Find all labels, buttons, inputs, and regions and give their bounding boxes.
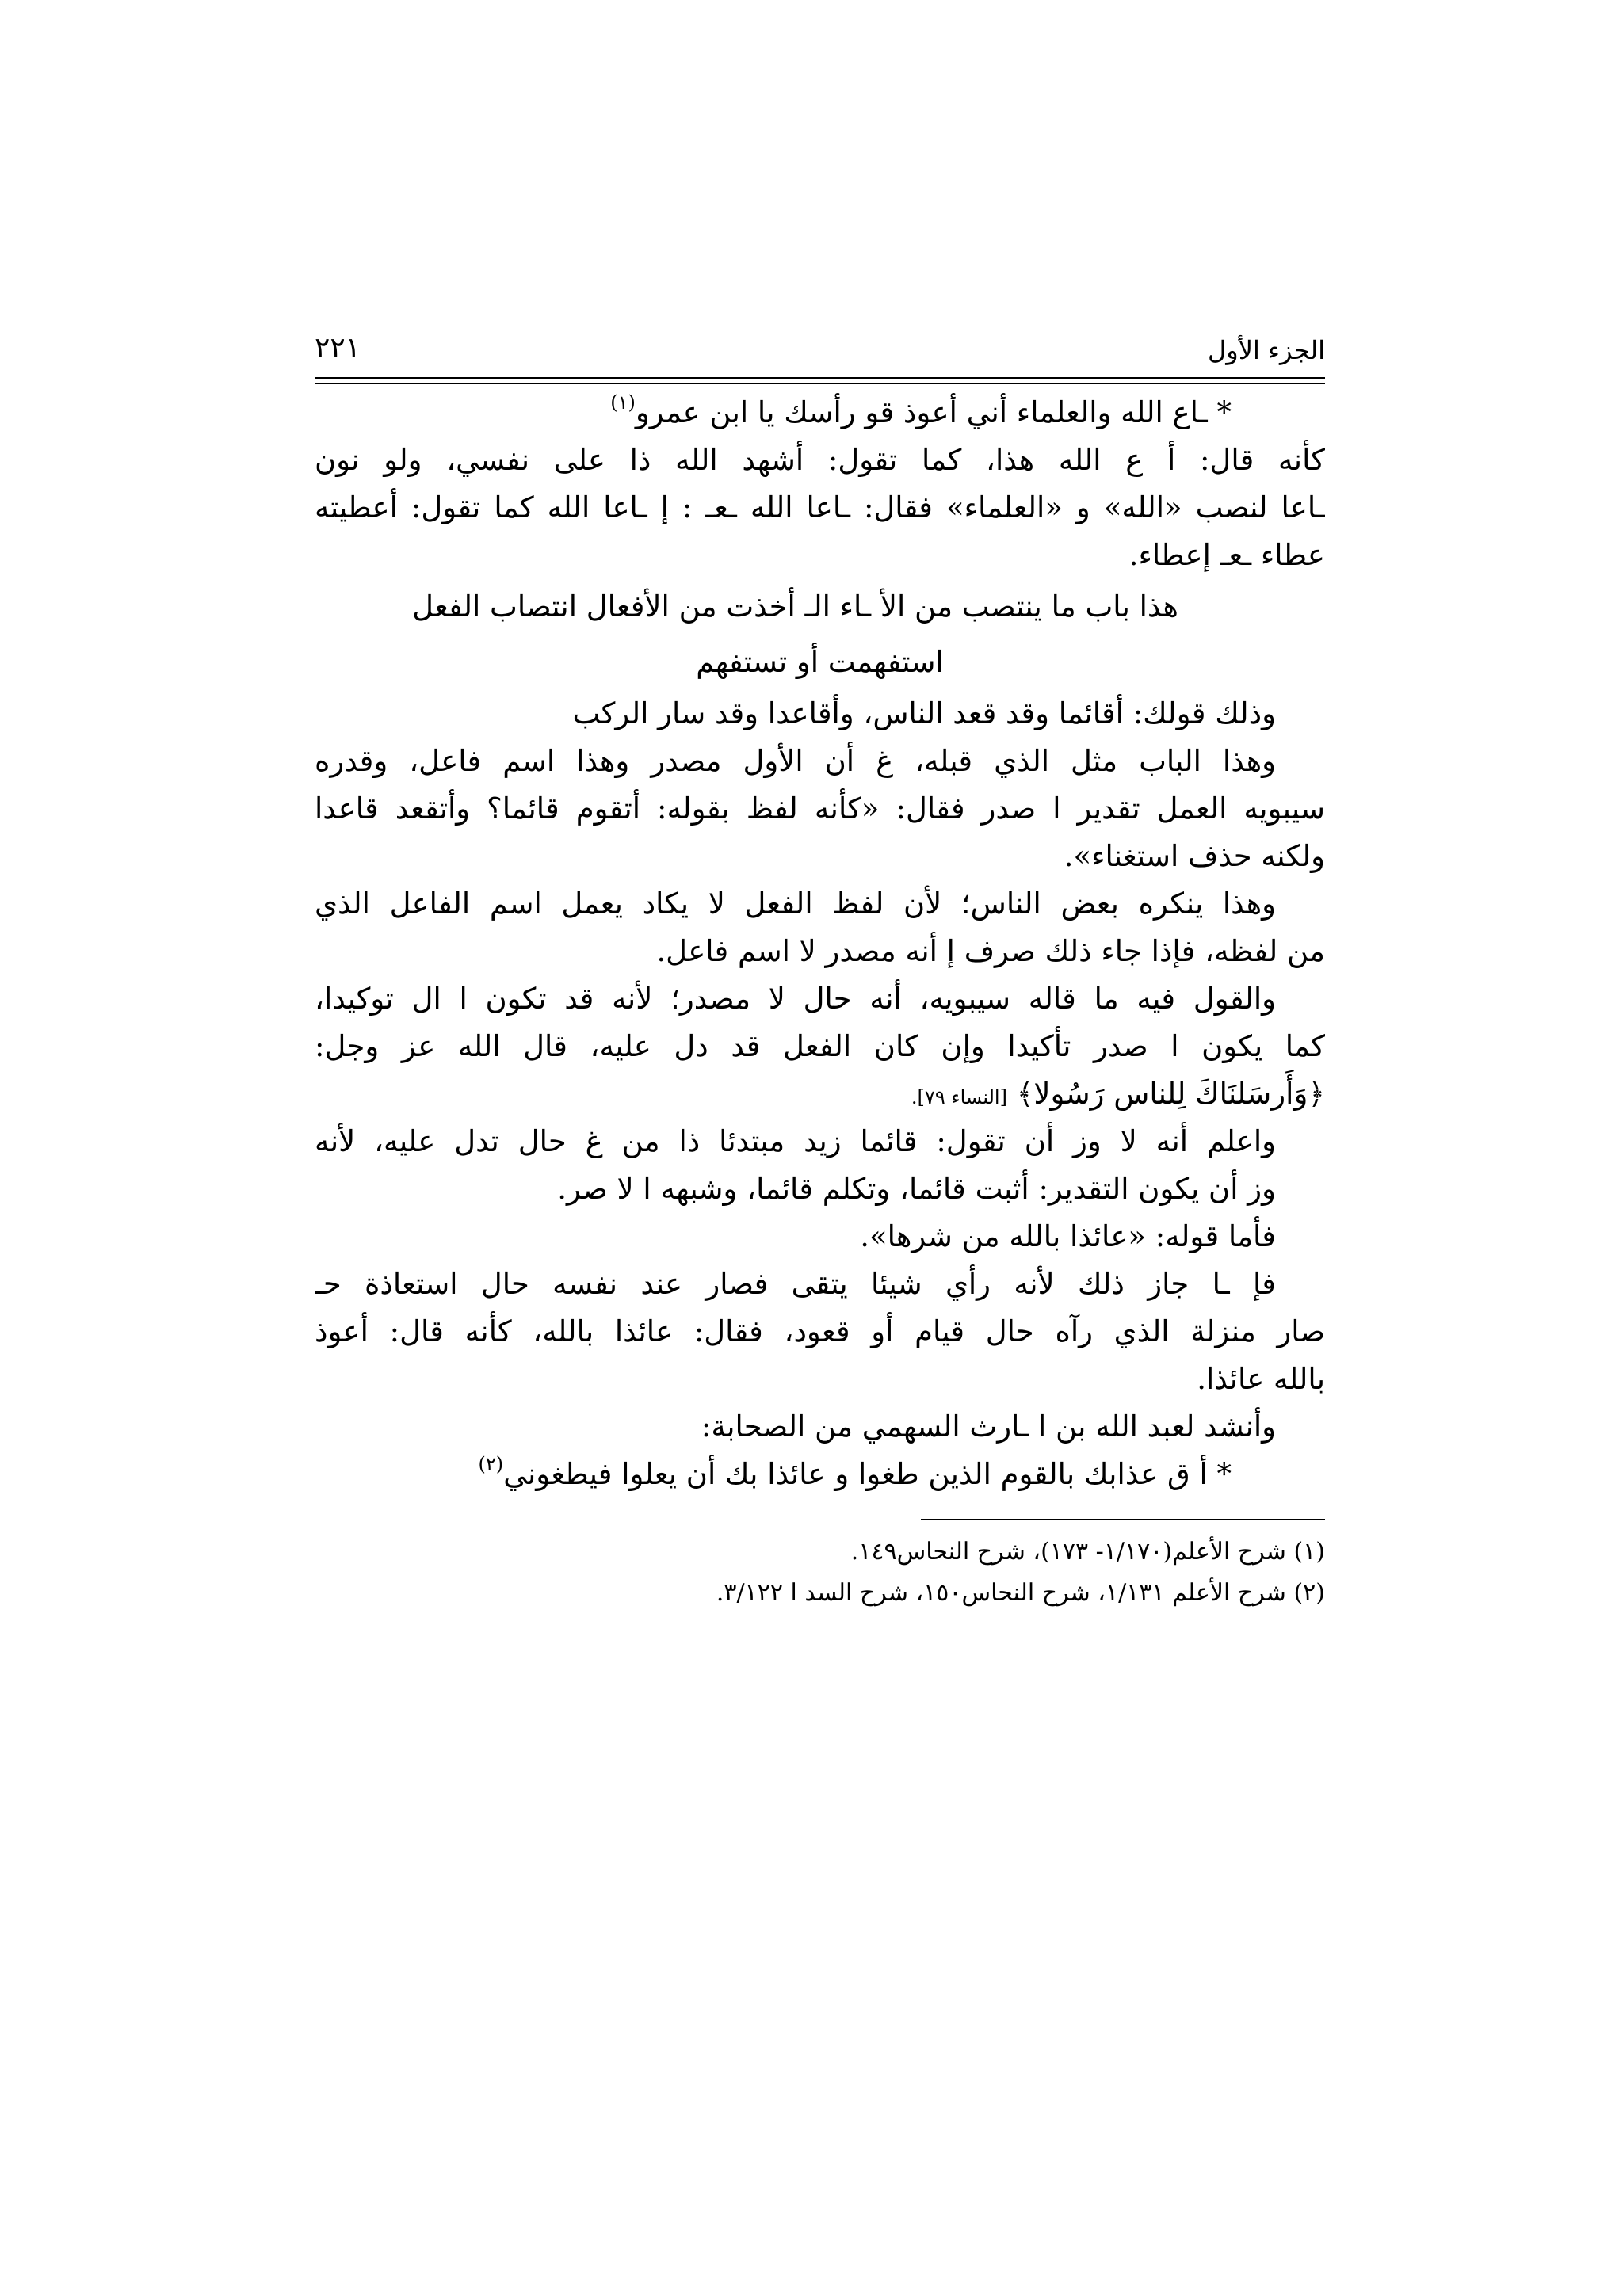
footnote-2: (٢) شرح الأعلم ١/١٣١، شرح النحاس١٥٠، شرح السد ا ٣/١٢٢.	[716, 1579, 1325, 1607]
main-text	[315, 389, 1325, 1498]
text-line: ـاعا لنصب «الله» و «العلماء» فقال: ـاعا الله ـعـ : إ ـاعا الله كما تقول: أعطيته	[315, 490, 1325, 524]
running-title: الجزء الأول	[1207, 335, 1325, 365]
footnote-1: (١) شرح الأعلم(١/١٧٠- ١٧٣)، شرح النحاس١٤٩.	[850, 1538, 1325, 1566]
verse-text: * أ ق عذابك بالقوم الذين طغوا و عائذا بك أن يعلوا فيطغوني	[503, 1457, 1232, 1491]
text-line: والقول فيه ما قاله سيبويه، أنه حال لا مصدر؛ لأنه قد تكون ا ال توكيدا،	[315, 982, 1276, 1016]
text-line: سيبويه العمل تقدير ا صدر فقال: «كأنه لفظ بقوله: أتقوم قائما؟ وأتقعد قاعدا	[315, 791, 1325, 826]
text-line: عطاء ـعـ إعطاء.	[1128, 538, 1325, 572]
text-line: كما يكون ا صدر تأكيدا وإن كان الفعل قد دل عليه، قال الله عز وجل:	[315, 1029, 1325, 1063]
footnote-marker-2: (٢)	[478, 1452, 504, 1475]
text-line: فإ ـا جاز ذلك لأنه رأي شيئا يتقى فصار عند نفسه حال استعاذة حـ	[315, 1267, 1276, 1301]
verse-line-2	[315, 1451, 1325, 1498]
text-line: فأما قوله: «عائذا بالله من شرها».	[860, 1219, 1276, 1253]
footnote-separator	[921, 1519, 1325, 1520]
text-line: وز أن يكون التقدير: أثبت قائما، وتكلم قائما، وشبهه ا لا صر.	[557, 1172, 1276, 1206]
quran-quote-line	[315, 1070, 1325, 1118]
text-line: من لفظه، فإذا جاء ذلك صرف إ أنه مصدر لا اسم فاعل.	[656, 934, 1325, 968]
footnote-marker-1: (١)	[610, 391, 636, 414]
verse-line-1	[315, 389, 1325, 437]
quran-quote: ﴿وَأَرسَلنَاكَ لِلناس رَسُولا﴾	[1016, 1077, 1325, 1111]
text-line: واعلم أنه لا وز أن تقول: قائما زيد مبتدئا ذا من غ حال تدل عليه، لأنه	[315, 1124, 1276, 1158]
text-line: وأنشد لعبد الله بن ا ـارث السهمي من الصحابة:	[701, 1409, 1276, 1444]
text-line: صار منزلة الذي رآه حال قيام أو قعود، فقال: عائذا بالله، كأنه قال: أعوذ	[315, 1314, 1325, 1348]
text-line: كأنه قال: أ ع الله هذا، كما تقول: أشهد الله ذا على نفسي، ولو نون	[315, 443, 1325, 477]
text-line: وهذا ينكره بعض الناس؛ لأن لفظ الفعل لا يكاد يعمل اسم الفاعل الذي	[315, 887, 1276, 921]
verse-text: * ـاع الله والعلماء أني أعوذ قو رأسك يا ابن عمرو	[635, 395, 1232, 429]
chapter-heading-cont: استفهمت أو تستفهم	[696, 645, 944, 679]
page-number: ٢٢١	[315, 332, 361, 364]
text-line: وهذا الباب مثل الذي قبله، غ أن الأول مصدر وهذا اسم فاعل، وقدره	[315, 744, 1276, 778]
footnotes	[315, 1531, 1325, 1614]
chapter-heading: هذا باب ما ينتصب من الأ ـاء الـ أخذت من الأفعال انتصاب الفعل	[412, 589, 1178, 624]
header-double-rule	[315, 377, 1325, 384]
book-page	[315, 317, 1325, 1965]
text-line: ولكنه حذف استغناء».	[1064, 839, 1325, 873]
text-line: وذلك قولك: أقائما وقد قعد الناس، وأقاعدا وقد سار الركب	[572, 696, 1276, 730]
text-line: بالله عائذا.	[1197, 1362, 1325, 1396]
quran-reference: [النساء ٧٩].	[911, 1086, 1007, 1108]
running-header	[315, 317, 1325, 372]
